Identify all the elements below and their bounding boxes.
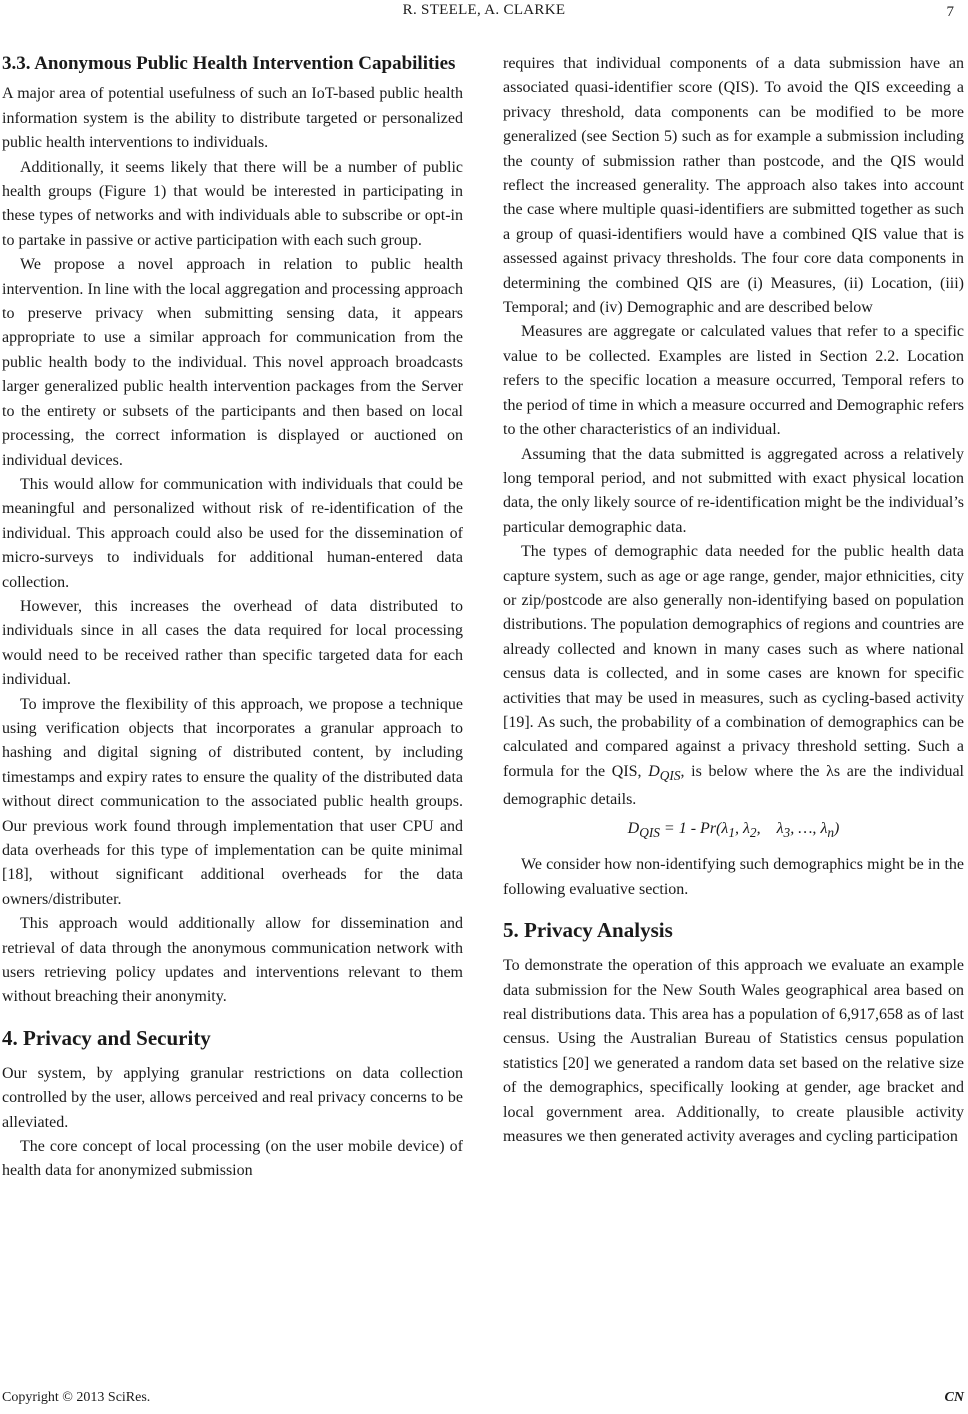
paragraph: To improve the flexibility of this approach, we propose a technique using verification objects that incorporates a granular approach to hashing and digital signing of distributed content, by including timestamps and expiry rates to ensure the quality of the distributed data without direct communication to the associated public health groups. Our previous work found through implementation that user CPU and data overheads for this type of implementation can be quite minimal [18], without significant additional overheads for the data owners/distributer. <box>2 695 463 908</box>
running-header <box>0 0 968 24</box>
paragraph <box>503 540 964 813</box>
paragraph: However, this increases the overhead of data distributed to individuals since in all cases the data required for local processing would need to be received rather than specific targeted data for each individual. <box>2 597 463 689</box>
section-3-3-heading: 3.3. Anonymous Public Health Intervention Capabilities <box>2 53 456 74</box>
journal-abbrev: CN <box>944 1390 964 1405</box>
text-run: The types of demographic data needed for the public health data capture system, such as age or age range, gender, major ethnicities, city or zip/postcode are also generally non-identifying based on population distributions. The population demographics of regions and countries are already collected and known in many cases such as where national census data is collected, and in some cases are known for specific activities that may be used in measures, such as cycling-based activity [19]. As such, the probability of a combination of demographics can be calculated and compared against a privacy threshold setting. Such a formula for the QIS, <box>503 543 964 780</box>
paragraph: To demonstrate the operation of this approach we evaluate an example data submission for the New South Wales geographical area based on real distributions data. This area has a population of 6,917,658 as of last census. Using the Australian Bureau of Statistics census population statistics [20] we generated a random data set based on the relative size of the demographics, specifically looking at gender, age bracket and local government area. Additionally, to create plausible activity measures we then generated activity averages and cycling participation <box>503 957 964 1146</box>
paragraph: Our system, by applying granular restrictions on data collection controlled by the user, allows perceived and real privacy concerns to be alleviated. <box>2 1064 463 1131</box>
paragraph: We consider how non-identifying such demographics might be in the following evaluative section. <box>503 856 964 898</box>
text-run: , is below where the λs are the individual demographic details. <box>503 762 964 809</box>
paragraph: This approach would additionally allow for dissemination and retrieval of data through the anonymous communication network with users retrieving policy updates and interventions relevant to them without breaching their anonymity. <box>2 915 463 1006</box>
paragraph: A major area of potential usefulness of such an IoT-based public health information system is the ability to distribute targeted or personalized public health interventions to individuals. <box>2 85 463 152</box>
paragraph: We propose a novel approach in relation to public health intervention. In line with the local aggregation and processing approach to preserve privacy when submitting sensing data, it appears appropriate to use a similar approach for communication from the public health body to the individual. This novel approach broadcasts larger generalized public health intervention packages from the Server to the entirety or subsets of the participants and then based on local processing, the correct information is displayed or auctioned on individual devices. <box>2 256 463 469</box>
paragraph: Measures are aggregate or calculated values that refer to a specific value to be collected. Examples are listed in Section 2.2. Location refers to the specific location a measure occurred, Temporal refers to the period of time in which a measure occurred and Demographic refers to the other characteristics of an individual. <box>503 323 964 439</box>
section-4-heading: 4. Privacy and Security <box>2 1025 211 1050</box>
page-number: 7 <box>946 4 954 20</box>
paragraph: Assuming that the data submitted is aggregated across a relatively long temporal period, and not submitted with exact physical location data, the only likely source of re-identification might be the individual’s particular demographic data. <box>503 445 964 536</box>
running-title: R. STEELE, A. CLARKE <box>402 2 566 18</box>
paragraph: This would allow for communication with individuals that could be meaningful and personalized without risk of re-identification of the individual. This approach could also be used for the dissemination of micro-surveys to individuals for additional human-entered data collection. <box>2 475 463 591</box>
section-5-heading: 5. Privacy Analysis <box>503 918 673 943</box>
page-footer <box>0 1390 968 1412</box>
copyright-notice: Copyright © 2013 SciRes. <box>2 1390 151 1405</box>
qis-symbol: $D_{QIS}$ <box>648 762 681 783</box>
paragraph: requires that individual components of a data submission have an associated quasi-identifier score (QIS). To avoid the QIS exceeding a privacy threshold, data components can be modified to be more generalized (see Section 5) such as for example a submission including the county of submission rather than postcode, and the QIS would reflect the increased generality. The approach also takes into account the case where multiple quasi-identifiers are submitted together as such a group of quasi-identifiers would have a combined QIS value that is assessed against privacy thresholds. The four core data components in determining the combined QIS are (i) Measures, (ii) Location, (iii) Temporal; and (iv) Demographic and are described below <box>503 55 964 317</box>
paragraph: The core concept of local processing (on the user mobile device) of health data for anonymized submission <box>2 1138 463 1180</box>
left-column <box>2 52 463 1184</box>
right-column <box>503 52 964 1149</box>
paragraph: Additionally, it seems likely that there will be a number of public health groups (Figure 1) that would be interested in participating in these types of networks and with individuals able to subscribe or opt-in to partake in passive or active participation with each such group. <box>2 158 463 249</box>
qis-formula: $D_{QIS} = 1 - Pr(\lambda_1$, $\lambda_2$, $\lambda_3$, …, $\lambda_n$) <box>627 819 840 840</box>
